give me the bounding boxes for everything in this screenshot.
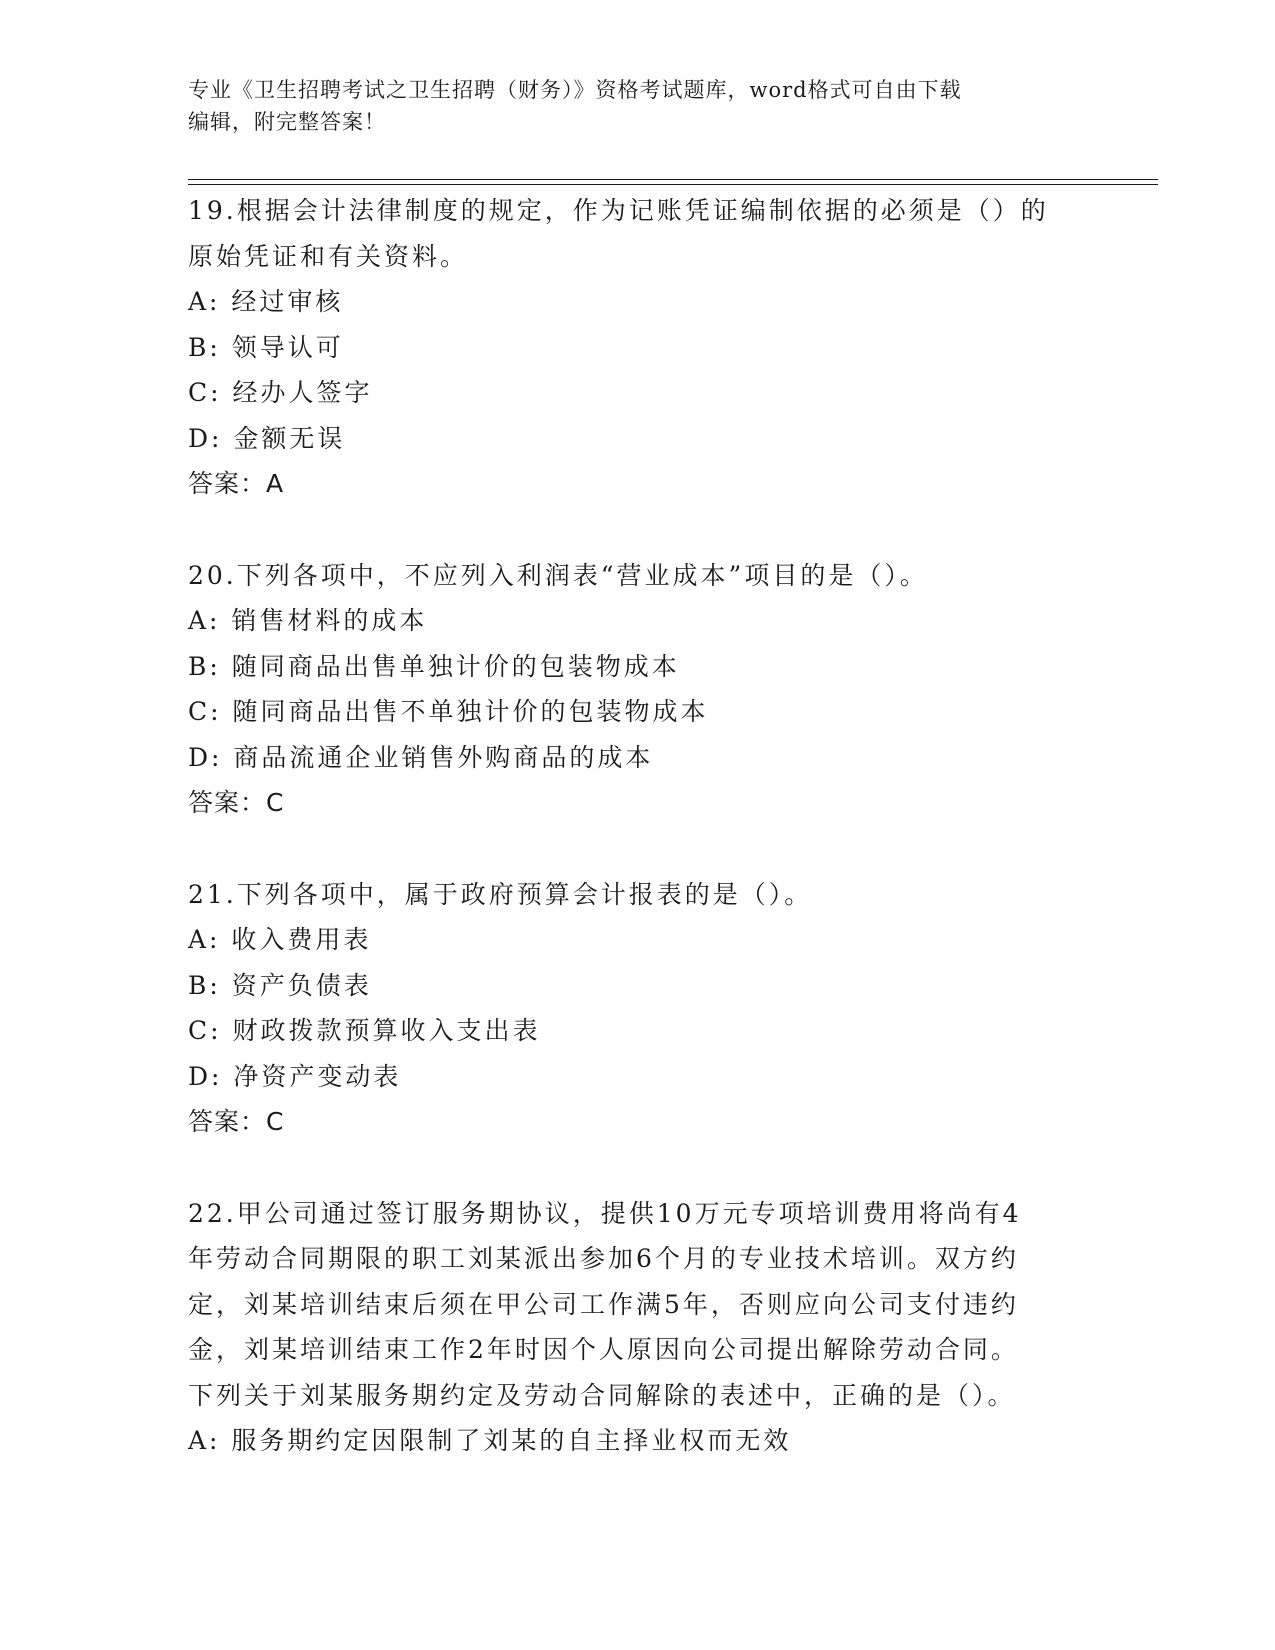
question-spacer: [188, 1145, 1088, 1191]
question-text-line: 定，刘某培训结束后须在甲公司工作满5年，否则应向公司支付违约: [188, 1289, 1019, 1319]
question-19: [188, 188, 1088, 507]
option-a: A: 销售材料的成本: [188, 606, 428, 635]
question-list: [188, 188, 1088, 1464]
document-header: [188, 74, 1088, 138]
answer-line: 答案：C: [188, 1107, 285, 1136]
option-a: A: 经过审核: [188, 287, 344, 316]
question-text-line: 年劳动合同期限的职工刘某派出参加6个月的专业技术培训。双方约: [188, 1244, 1019, 1273]
answer-line: 答案：A: [188, 469, 285, 498]
question-21: [188, 872, 1088, 1145]
question-text-line: 下列关于刘某服务期约定及劳动合同解除的表述中，正确的是（）。: [188, 1380, 1016, 1410]
option-d: D: 商品流通企业销售外购商品的成本: [188, 742, 654, 772]
option-d: D: 金额无误: [188, 423, 346, 453]
header-divider-bottom: [188, 184, 1158, 185]
header-line-1: 专业《卫生招聘考试之卫生招聘（财务）》资格考试题库，word格式可自由下载: [188, 78, 962, 102]
option-b: B: 领导认可: [188, 332, 344, 362]
question-spacer: [188, 507, 1088, 553]
question-spacer: [188, 826, 1088, 872]
option-c: C: 经办人签字: [188, 378, 373, 407]
option-a: A: 服务期约定因限制了刘某的自主择业权而无效: [188, 1426, 792, 1455]
option-c: C: 随同商品出售不单独计价的包装物成本: [188, 697, 709, 726]
option-a: A: 收入费用表: [188, 925, 372, 954]
answer-line: 答案：C: [188, 788, 285, 817]
question-20: [188, 553, 1088, 826]
question-text-line: 21.下列各项中，属于政府预算会计报表的是（）。: [188, 879, 813, 909]
option-b: B: 资产负债表: [188, 970, 372, 1000]
header-line-2: 编辑，附完整答案！: [188, 110, 386, 134]
option-c: C: 财政拨款预算收入支出表: [188, 1016, 541, 1045]
question-text-line: 19.根据会计法律制度的规定，作为记账凭证编制依据的必须是（）的: [188, 196, 1049, 225]
question-22: [188, 1191, 1088, 1464]
question-text-line: 金，刘某培训结束工作2年时因个人原因向公司提出解除劳动合同。: [188, 1335, 1019, 1364]
option-b: B: 随同商品出售单独计价的包装物成本: [188, 651, 680, 681]
question-text-line: 22.甲公司通过签订服务期协议，提供10万元专项培训费用将尚有4: [188, 1198, 1022, 1228]
question-text-line: 20.下列各项中，不应列入利润表“营业成本”项目的是（）。: [188, 560, 928, 590]
header-divider-top: [188, 179, 1158, 180]
question-text-line: 原始凭证和有关资料。: [188, 241, 469, 271]
option-d: D: 净资产变动表: [188, 1061, 402, 1091]
